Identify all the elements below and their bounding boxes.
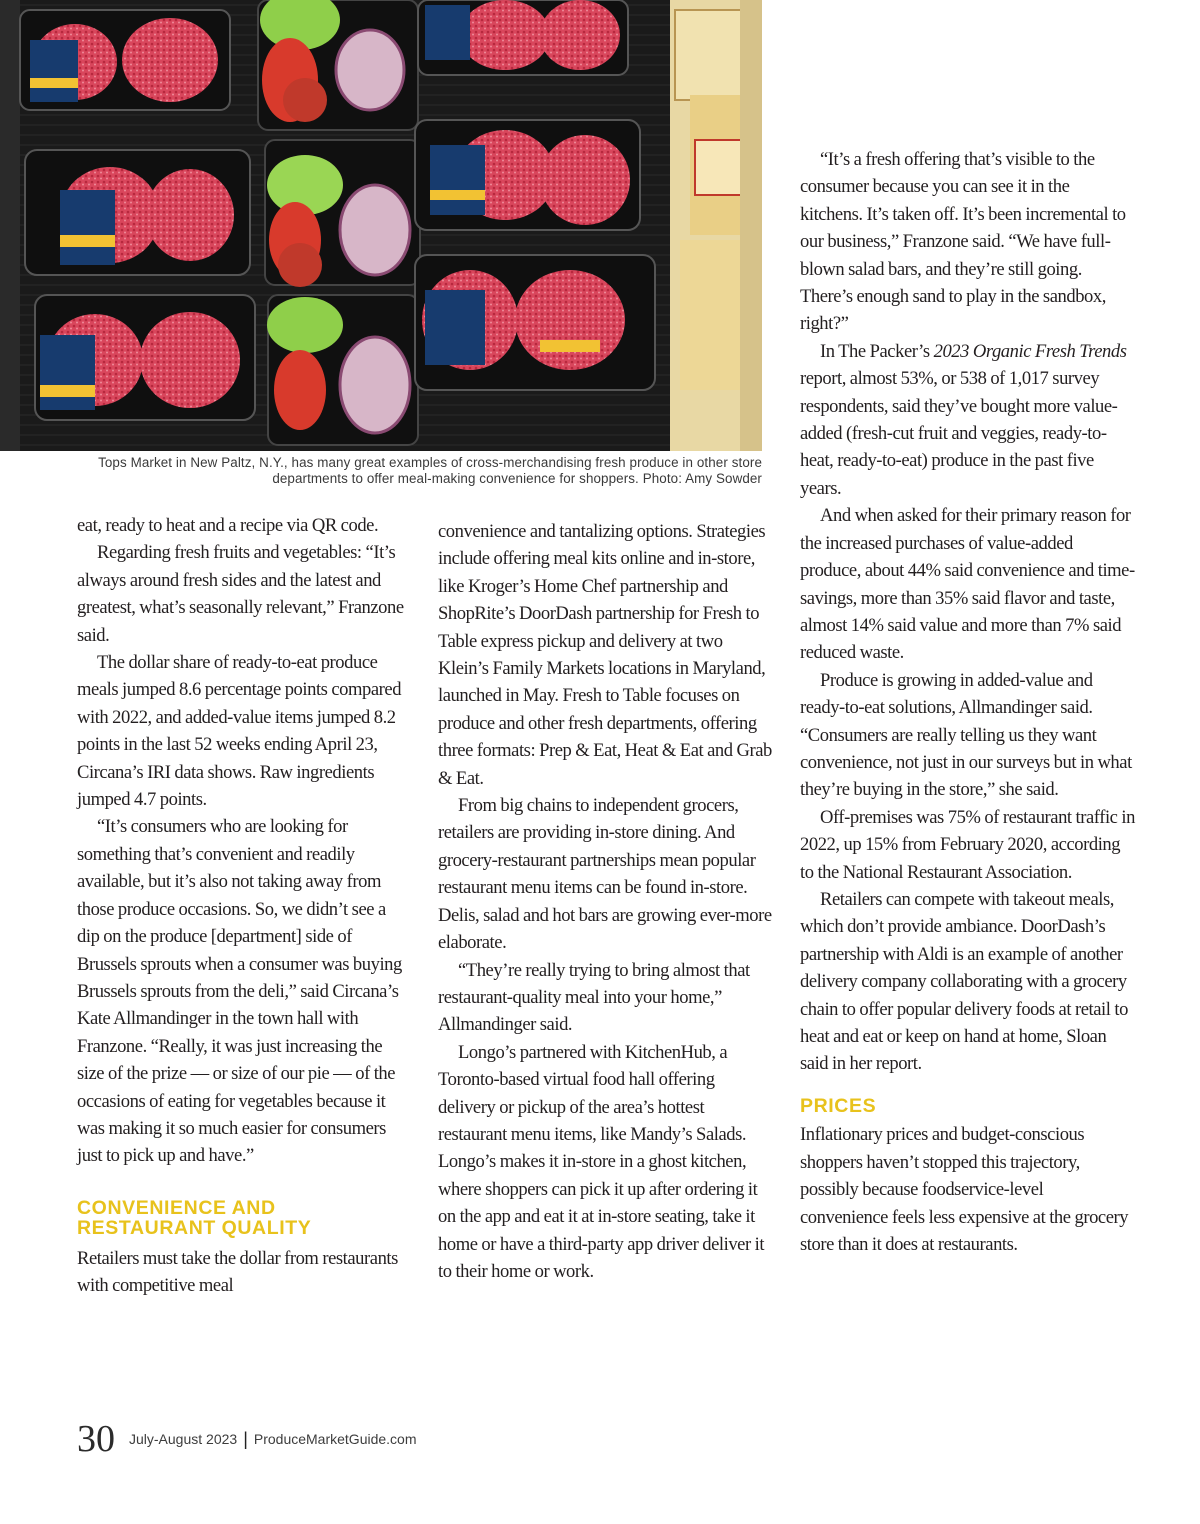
- paragraph: eat, ready to heat and a recipe via QR code.: [77, 515, 379, 536]
- photo-caption: Tops Market in New Paltz, N.Y., has many great examples of cross-merchandising fresh produce in other store departments to offer meal-making convenience for shoppers. Photo: Amy Sowder: [98, 455, 762, 486]
- cheese-display: [670, 0, 762, 451]
- beef-package: [25, 150, 250, 275]
- photo-illustration: [0, 0, 762, 451]
- footer-separator: |: [243, 1428, 248, 1449]
- produce-tray: [267, 295, 418, 445]
- produce-tray: [265, 140, 420, 287]
- text-run: In The Packer’s: [820, 340, 934, 362]
- paragraph: Regarding fresh fruits and vegetables: “It’s always around fresh sides and the latest and greatest, what’s seasonally relevant,” Franzone said.: [77, 542, 404, 646]
- issue-date: July-August 2023: [129, 1431, 238, 1447]
- paragraph: Produce is growing in added-value and ready-to-eat solutions, Allmandinger said. “Consumers are really telling us they want convenience, not just in our surveys but in what they’re buying in the store,” she said.: [800, 669, 1132, 801]
- article-photo: [0, 0, 762, 451]
- article-column-3: [800, 146, 1135, 1258]
- paragraph: The dollar share of ready-to-eat produce meals jumped 8.6 percentage points compared with 2022, and added-value items jumped 8.2 points in the last 52 weeks ending April 23, Circana’s IRI data shows. Raw ingredients jumped 4.7 points.: [77, 652, 402, 811]
- beef-package: [20, 10, 230, 110]
- paragraph: Retailers can compete with takeout meals, which don’t provide ambiance. DoorDash’s partnership with Aldi is an example of another delivery company collaborating with a grocery chain to offer popular delivery foods at retail to heat and eat or keep on hand at home, Sloan said in her report.: [800, 888, 1128, 1075]
- paragraph: “They’re really trying to bring almost that restaurant-quality meal into your home,” Allmandinger said.: [438, 959, 750, 1036]
- beef-package: [35, 295, 255, 420]
- section-heading-convenience: CONVENIENCE AND RESTAURANT QUALITY: [77, 1196, 312, 1240]
- paragraph: From big chains to independent grocers, retailers are providing in-store dining. And grocery-restaurant partnerships mean popular restaurant menu items can be found in-store. Delis, salad and hot bars are growing ever-more elaborate.: [438, 795, 772, 954]
- paragraph: Longo’s partnered with KitchenHub, a Toronto-based virtual food hall offering delivery or pickup of the area’s hottest restaurant menu items, like Mandy’s Salads. Longo’s makes it in-store in a ghost kitchen, where shoppers can pick it up after ordering it on the app and eat it at in-store seating, take it home or have a third-party app driver deliver it to their home or work.: [438, 1041, 765, 1282]
- produce-tray: [258, 0, 418, 130]
- paragraph: Inflationary prices and budget-conscious shoppers haven’t stopped this trajectory, possibly because foodservice-level convenience feels less expensive at the grocery store than it does at restaurants.: [800, 1124, 1129, 1255]
- section-heading-prices: PRICES: [800, 1094, 877, 1117]
- paragraph: “It’s consumers who are looking for something that’s convenient and readily available, but it’s also not taking away from those produce occasions. So, we didn’t see a dip on the produce [department] side of Brussels sprouts when a consumer was buying Brussels sprouts from the deli,” said Circana’s Kate Allmandinger in the town hall with Franzone. “Really, it was just increasing the size of the prize — or size of our pie — of the occasions of eating for vegetables because it was making it so much easier for consumers just to pick up and have.”: [77, 816, 402, 1167]
- paragraph: [800, 338, 1135, 502]
- text-run: report, almost 53%, or 538 of 1,017 survey respondents, said they’ve bought more value-added (fresh-cut fruit and veggies, ready-to-heat, ready-to-eat) produce in the past five years.: [800, 368, 1118, 499]
- paragraph: Retailers must take the dollar from restaurants with competitive meal: [77, 1247, 398, 1297]
- article-column-1: [77, 512, 412, 1300]
- beef-package: [415, 255, 655, 390]
- report-title: 2023 Organic Fresh Trends: [933, 340, 1127, 362]
- beef-package: [418, 0, 628, 75]
- page-number: 30: [77, 1418, 115, 1460]
- article-column-2: [438, 518, 773, 1285]
- paragraph: convenience and tantalizing options. Strategies include offering meal kits online and in-store, like Kroger’s Home Chef partnership and ShopRite’s DoorDash partnership for Fresh to Table express pickup and delivery at two Klein’s Family Markets locations in Maryland, launched in May. Fresh to Table focuses on produce and other fresh departments, offering three formats: Prep & Eat, Heat & Eat and Grab & Eat.: [438, 521, 772, 789]
- paragraph: “It’s a fresh offering that’s visible to the consumer because you can see it in the kitchens. It’s taken off. It’s been incremental to our business,” Franzone said. “We have full-blown salad bars, and they’re still going. There’s enough sand to play in the sandbox, right?”: [800, 149, 1126, 335]
- paragraph: And when asked for their primary reason for the increased purchases of value-added produce, about 44% said convenience and time-savings, more than 35% said flavor and taste, almost 14% said value and more than 7% said reduced waste.: [800, 505, 1135, 664]
- page-footer: [77, 1417, 417, 1461]
- beef-package: [415, 120, 640, 230]
- paragraph: Off-premises was 75% of restaurant traffic in 2022, up 15% from February 2020, according to the National Restaurant Association.: [800, 806, 1135, 883]
- website-link[interactable]: ProduceMarketGuide.com: [253, 1431, 417, 1447]
